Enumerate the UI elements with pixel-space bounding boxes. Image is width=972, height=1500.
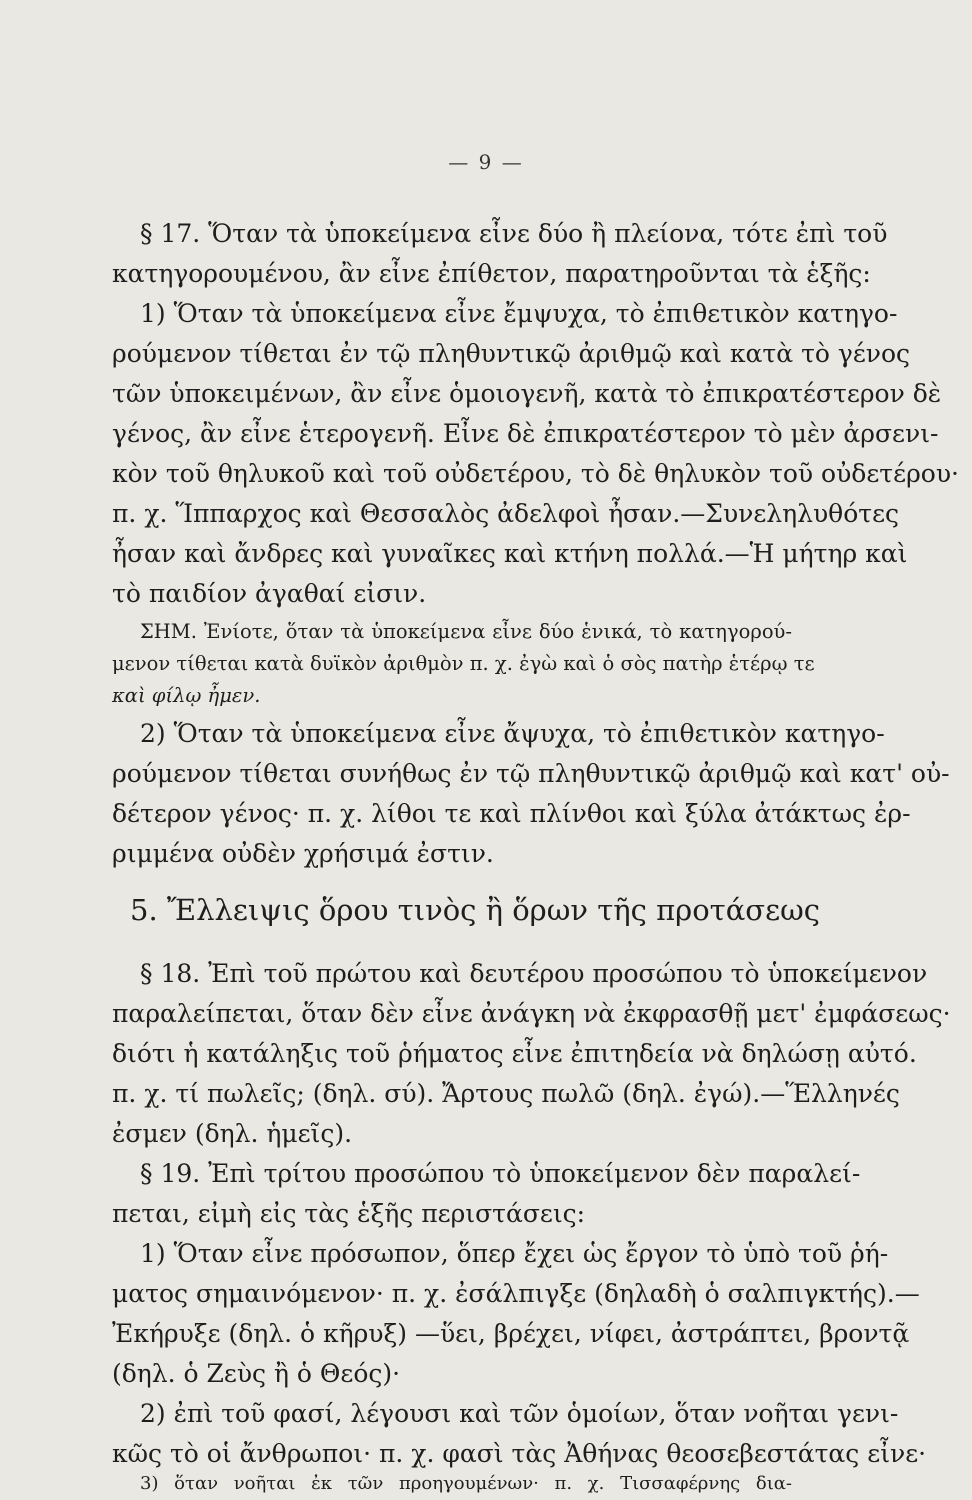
text-line: τῶν ὑποκειμένων, ἂν εἶνε ὁμοιογενῆ, κατὰ τὸ ἐπικρατέστερον δὲ: [112, 379, 942, 408]
text-line: Ἐκήρυξε (δηλ. ὁ κῆρυξ) —ὕει, βρέχει, νίφει, ἀστράπτει, βροντᾷ: [112, 1319, 910, 1348]
text-line: κῶς τὸ οἱ ἄνθρωποι· π. χ. φασὶ τὰς Ἀθήνας θεοσεβεστάτας εἶνε·: [112, 1439, 927, 1468]
text-line: πεται, εἰμὴ εἰς τὰς ἑξῆς περιστάσεις:: [112, 1199, 586, 1228]
text-line: 2) Ὅταν τὰ ὑποκείμενα εἶνε ἄψυχα, τὸ ἐπιθετικὸν κατηγο-: [140, 719, 885, 748]
text-line: ματος σημαινόμενον· π. χ. ἐσάλπιγξε (δηλαδὴ ὁ σαλπιγκτής).—: [112, 1279, 920, 1308]
note-line: ΣΗΜ. Ἐνίοτε, ὅταν τὰ ὑποκείμενα εἶνε δύο ἑνικά, τὸ κατηγορού-: [140, 620, 792, 643]
page-number: — 9 —: [448, 150, 524, 174]
text-line: κὸν τοῦ θηλυκοῦ καὶ τοῦ οὐδετέρου, τὸ δὲ θηλυκὸν τοῦ οὐδετέρου·: [112, 459, 959, 488]
text-line: κατηγορουμένου, ἂν εἶνε ἐπίθετον, παρατηροῦνται τὰ ἑξῆς:: [112, 259, 871, 288]
text-line: παραλείπεται, ὅταν δὲν εἶνε ἀνάγκη νὰ ἐκφρασθῇ μετ' ἐμφάσεως·: [112, 999, 951, 1028]
text-line: ριμμένα οὐδὲν χρήσιμά ἐστιν.: [112, 839, 494, 868]
text-line: δέτερον γένος· π. χ. λίθοι τε καὶ πλίνθοι καὶ ξύλα ἀτάκτως ἐρ-: [112, 799, 911, 828]
text-line: π. χ. Ἵππαρχος καὶ Θεσσαλὸς ἀδελφοὶ ἦσαν.—Συνεληλυθότες: [112, 499, 900, 528]
text-line: § 19. Ἐπὶ τρίτου προσώπου τὸ ὑποκείμενον δὲν παραλεί-: [140, 1159, 861, 1188]
text-line: ἐσμεν (δηλ. ἡμεῖς).: [112, 1119, 353, 1148]
text-line: 1) Ὅταν τὰ ὑποκείμενα εἶνε ἔμψυχα, τὸ ἐπιθετικὸν κατηγο-: [140, 299, 898, 328]
text-line: § 17. Ὅταν τὰ ὑποκείμενα εἶνε δύο ἢ πλείονα, τότε ἐπὶ τοῦ: [140, 219, 888, 248]
note-line: μενον τίθεται κατὰ δυϊκὸν ἀριθμὸν π. χ. ἐγὼ καὶ ὁ σὸς πατὴρ ἑτέρῳ τε: [112, 652, 815, 675]
text-line: (δηλ. ὁ Ζεὺς ἢ ὁ Θεός)·: [112, 1359, 401, 1388]
text-line: 2) ἐπὶ τοῦ φασί, λέγουσι καὶ τῶν ὁμοίων, ὅταν νοῆται γενι-: [140, 1399, 899, 1428]
text-line: [112, 1492, 792, 1500]
note-line: καὶ φίλῳ ἦμεν.: [112, 684, 261, 707]
text-line: διότι ἡ κατάληξις τοῦ ῥήματος εἶνε ἐπιτηδεία νὰ δηλώσῃ αὐτό.: [112, 1039, 917, 1068]
text-line: π. χ. τί πωλεῖς; (δηλ. σύ). Ἄρτους πωλῶ (δηλ. ἐγώ).—Ἕλληνές: [112, 1079, 900, 1108]
text-line: 1) Ὅταν εἶνε πρόσωπον, ὅπερ ἔχει ὡς ἔργον τὸ ὑπὸ τοῦ ῥή-: [140, 1239, 889, 1268]
text-line: ρούμενον τίθεται ἐν τῷ πληθυντικῷ ἀριθμῷ καὶ κατὰ τὸ γένος: [112, 339, 911, 368]
text-line: τὸ παιδίον ἀγαθαί εἰσιν.: [112, 579, 427, 608]
section-heading: 5. Ἔλλειψις ὅρου τινὸς ἢ ὅρων τῆς προτάσεως: [130, 893, 821, 927]
text-line: ἦσαν καὶ ἄνδρες καὶ γυναῖκες καὶ κτήνη πολλά.—Ἡ μήτηρ καὶ: [112, 539, 908, 568]
text-line: § 18. Ἐπὶ τοῦ πρώτου καὶ δευτέρου προσώπου τὸ ὑποκείμενον: [140, 959, 928, 988]
text-line: ρούμενον τίθεται συνήθως ἐν τῷ πληθυντικῷ ἀριθμῷ καὶ κατ' οὐ-: [112, 759, 950, 788]
text-line: 3) ὅταν νοῆται ἐκ τῶν προηγουμένων· π. χ. Τισσαφέρνης δια-: [140, 1473, 792, 1494]
text-line: γένος, ἂν εἶνε ἑτερογενῆ. Εἶνε δὲ ἐπικρατέστερον τὸ μὲν ἀρσενι-: [112, 419, 939, 448]
